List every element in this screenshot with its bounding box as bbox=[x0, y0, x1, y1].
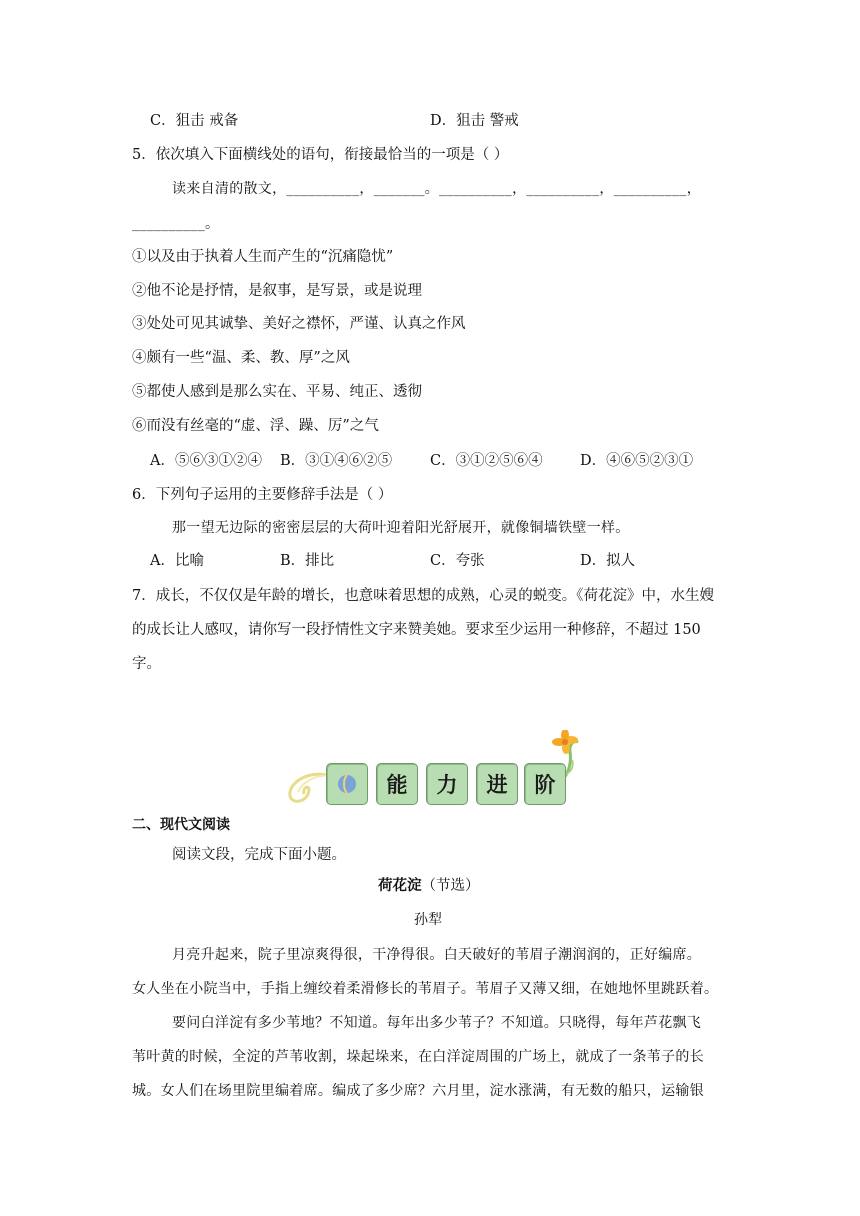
banner-char-tile: 力 bbox=[426, 763, 468, 805]
passage-title: 荷花淀 bbox=[378, 877, 422, 894]
question-5-item: ④颇有一些“温、柔、教、厚”之风 bbox=[132, 350, 350, 366]
question-5-item: ②他不论是抒情，是叙事，是写景，或是说理 bbox=[132, 283, 422, 299]
passage-line: 女人坐在小院当中，手指上缠绞着柔滑修长的苇眉子。苇眉子又薄又细，在她地怀里跳跃着。 bbox=[132, 981, 719, 997]
question-5-passage-line-1: 读来自清的散文，__________，_______。__________，__________，__________， bbox=[172, 181, 701, 197]
banner-char-tile: 进 bbox=[476, 763, 518, 805]
question-5-option-c: C．③①②⑤⑥④ bbox=[430, 453, 543, 469]
question-6-option-b: B．排比 bbox=[280, 553, 335, 569]
question-5-item: ③处处可见其诚挚、美好之襟怀，严谨、认真之作风 bbox=[132, 316, 466, 332]
question-6-option-c: C．夸张 bbox=[430, 553, 485, 569]
question-6-stem: 6．下列句子运用的主要修辞手法是（ ） bbox=[132, 487, 393, 503]
question-6-option-a: A．比喻 bbox=[150, 553, 204, 569]
passage-line: 要问白洋淀有多少苇地？不知道。每年出多少苇子？不知道。只晓得，每年芦花飘飞 bbox=[172, 1015, 702, 1031]
question-6-sentence: 那一望无边际的密密层层的大荷叶迎着阳光舒展开，就像铜墙铁壁一样。 bbox=[172, 520, 630, 536]
option-d: D．狙击 警戒 bbox=[430, 113, 519, 129]
globe-icon bbox=[336, 773, 358, 795]
question-5-option-a: A．⑤⑥③①②④ bbox=[150, 453, 262, 469]
question-5-item: ⑤都使人感到是那么实在、平易、纯正、透彻 bbox=[132, 384, 422, 400]
question-7-line-3: 字。 bbox=[132, 656, 161, 672]
question-5-item: ⑥而没有丝毫的“虚、浮、躁、厉”之气 bbox=[132, 418, 379, 434]
question-6-option-d: D．拟人 bbox=[580, 553, 636, 569]
passage-author: 孙犁 bbox=[414, 912, 443, 928]
question-5-passage-line-2: __________。 bbox=[132, 216, 220, 232]
banner-char-tile: 阶 bbox=[524, 763, 566, 805]
ability-advance-banner bbox=[282, 730, 582, 810]
passage-line: 月亮升起来，院子里凉爽得很，干净得很。白天破好的苇眉子潮润润的，正好编席。 bbox=[172, 947, 702, 963]
banner-char-tile: 能 bbox=[376, 763, 418, 805]
question-7-line-1: 7．成长，不仅仅是年龄的增长，也意味着思想的成熟，心灵的蜕变。《荷花淀》中，水生嫂 bbox=[132, 588, 714, 604]
question-5-option-b: B．③①④⑥②⑤ bbox=[280, 453, 393, 469]
question-5-item: ①以及由于执着人生而产生的“沉痛隐忧” bbox=[132, 249, 394, 265]
reading-instruction: 阅读文段，完成下面小题。 bbox=[172, 847, 346, 863]
passage-title-block bbox=[378, 876, 480, 896]
banner-globe-tile bbox=[326, 763, 368, 805]
question-5-option-d: D．④⑥⑤②③① bbox=[580, 453, 694, 469]
passage-line: 城。女人们在场里院里编着席。编成了多少席？六月里，淀水涨满，有无数的船只，运输银 bbox=[132, 1083, 704, 1099]
question-7-line-2: 的成长让人感叹，请你写一段抒情性文字来赞美她。要求至少运用一种修辞，不超过 150 bbox=[132, 622, 701, 638]
question-5-stem: 5．依次填入下面横线处的语句，衔接最恰当的一项是（ ） bbox=[132, 147, 509, 163]
option-c: C．狙击 戒备 bbox=[150, 113, 239, 129]
passage-title-note: （节选） bbox=[421, 878, 480, 894]
passage-line: 苇叶黄的时候，全淀的芦苇收割，垛起垛来，在白洋淀周围的广场上，就成了一条苇子的长 bbox=[132, 1049, 704, 1065]
section-heading: 二、现代文阅读 bbox=[132, 817, 230, 833]
